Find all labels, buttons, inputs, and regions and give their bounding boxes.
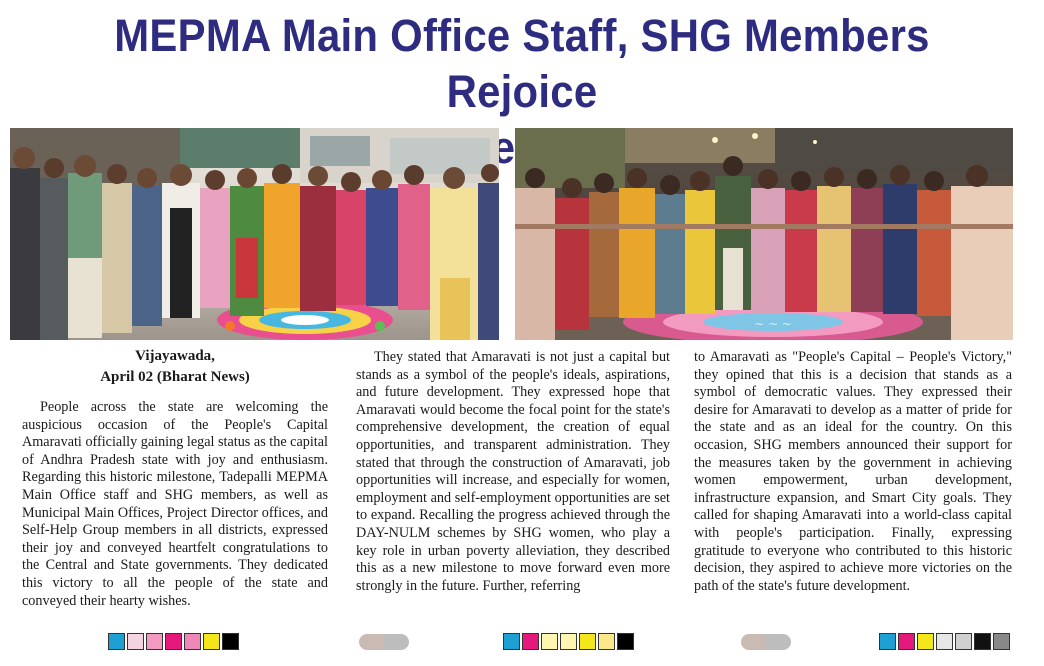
color-swatch [503,633,520,650]
article-paragraph-3: to Amaravati as "People's Capital – People's Victory," they opined that this is a decision that stands as a symbol of democratic values. They expressed their desire for Amaravati to develop as a matter of pride for the state and as an ideal for the country. On this occasion, SHG members announced their support for the measures taken by the government in achieving women empowerment, urban development, infrastructure expansion, and Smart City goals. They called for shaping Amaravati into a world-class capital with people's participation. Finally, expressing gratitude to everyone who contributed to this historic decision, they aspired to achieve more victories on the path of the state's future development. [694,349,1012,594]
article-column-1 [22,346,328,610]
color-swatch [522,633,539,650]
color-swatch [598,633,615,650]
color-swatch [917,633,934,650]
color-swatch [222,633,239,650]
color-swatch [879,633,896,650]
color-swatch [108,633,125,650]
article-column-3 [694,349,1012,595]
color-swatch [560,633,577,650]
color-bar-center [503,633,636,651]
article-paragraph-2: They stated that Amaravati is not just a capital but stands as a symbol of the people's ideals, aspirations, and future development. They expressed hope that Amaravati would become the focal point for the state's comprehensive development, the creation of equal opportunities, and transparent administration. They stated that through the construction of Amaravati, job opportunities will increase, and especially for women, employment and self-employment opportunities are set to expand. Recalling the progress achieved through the DAY-NULM schemes by SHG women, who play a key role in urban poverty alleviation, they described this as a new milestone to move forward even more strongly in the future. Further, referring [356,349,670,594]
color-bar-right [879,633,1012,651]
color-swatch [955,633,972,650]
color-swatch [146,633,163,650]
color-swatch [579,633,596,650]
headline-line-1: MEPMA Main Office Staff, SHG Members Rejoice [114,10,930,117]
dateline [22,346,328,388]
color-swatch [993,633,1010,650]
color-swatch [184,633,201,650]
registration-pill-left [359,634,409,650]
registration-pill-right [741,634,791,650]
color-swatch [127,633,144,650]
color-swatch [203,633,220,650]
photo-group-daytime [10,128,499,340]
color-swatch [541,633,558,650]
article-column-2 [356,349,670,595]
color-swatch [617,633,634,650]
color-swatch [898,633,915,650]
color-swatch [165,633,182,650]
article-paragraph-1: People across the state are welcoming the auspicious occasion of the People's Capital Amaravati officially gaining legal status as the capital of Andhra Pradesh state with joy and enthusiasm. Regarding this historic milestone, Tadepalli MEPMA Main Office staff and SHG members, as well as Municipal Main Offices, Project Director offices, and Self-Help Group members in all districts, expressed their joy and conveyed heartfelt congratulations to the Central and State governments. They dedicated this victory to all the people of the state and conveyed their hearty wishes. [22,399,328,609]
svg-text:~ ~ ~: ~ ~ ~ [754,317,792,331]
color-swatch [936,633,953,650]
photo-group-night [515,128,1013,340]
dateline-place: Vijayawada, [135,348,215,364]
dateline-date: April 02 (Bharat News) [100,369,250,385]
color-swatch [974,633,991,650]
color-bar-left [108,633,241,651]
